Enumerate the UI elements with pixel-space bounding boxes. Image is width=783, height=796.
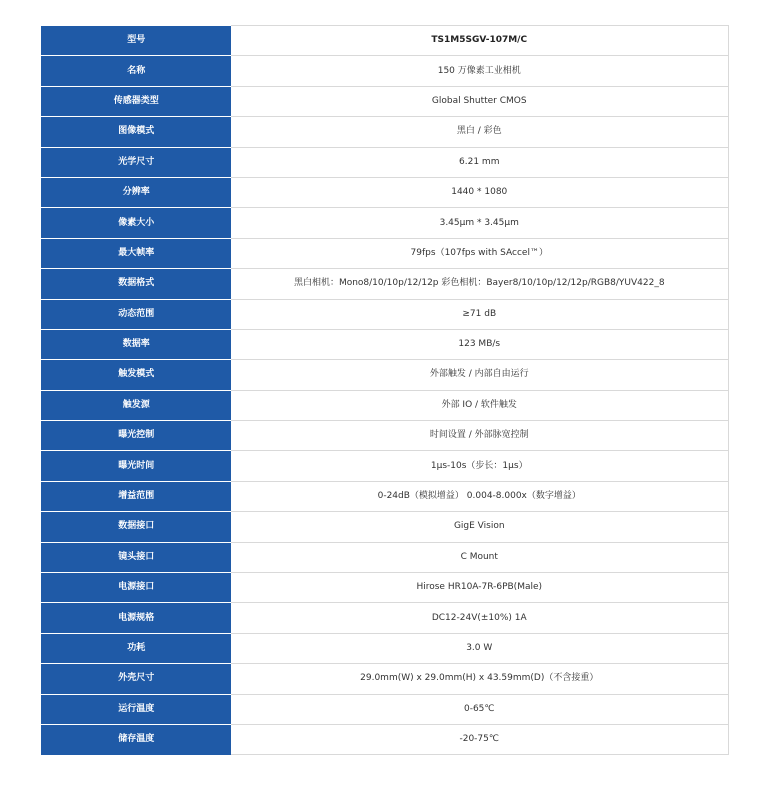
spec-label-exposure-time: 曝光时间: [42, 451, 231, 481]
spec-label-max-frame-rate: 最大帧率: [42, 238, 231, 268]
spec-value-model: TS1M5SGV-107M/C: [231, 26, 729, 56]
spec-value-resolution: 1440 * 1080: [231, 177, 729, 207]
table-row: [42, 481, 729, 511]
spec-value-storage-temp: -20-75℃: [231, 724, 729, 754]
table-row: [42, 299, 729, 329]
spec-label-data-rate: 数据率: [42, 329, 231, 359]
spec-label-pixel-size: 像素大小: [42, 208, 231, 238]
spec-label-dynamic-range: 动态范围: [42, 299, 231, 329]
spec-label-data-format: 数据格式: [42, 269, 231, 299]
table-row: [42, 573, 729, 603]
spec-table: [41, 25, 729, 755]
spec-value-dynamic-range: ≥71 dB: [231, 299, 729, 329]
table-row: [42, 542, 729, 572]
spec-value-optical-size: 6.21 mm: [231, 147, 729, 177]
spec-value-housing-size: 29.0mm(W) x 29.0mm(H) x 43.59mm(D)（不含接重）: [231, 664, 729, 694]
spec-value-operating-temp: 0-65℃: [231, 694, 729, 724]
table-row: [42, 56, 729, 86]
spec-value-trigger-source: 外部 IO / 软件触发: [231, 390, 729, 420]
table-row: [42, 633, 729, 663]
spec-label-gain-range: 增益范围: [42, 481, 231, 511]
table-row: [42, 329, 729, 359]
spec-value-power-spec: DC12-24V(±10%) 1A: [231, 603, 729, 633]
spec-label-storage-temp: 储存温度: [42, 724, 231, 754]
spec-label-name: 名称: [42, 56, 231, 86]
spec-label-power-consumption: 功耗: [42, 633, 231, 663]
spec-label-power-spec: 电源规格: [42, 603, 231, 633]
table-row: [42, 238, 729, 268]
spec-label-sensor-type: 传感器类型: [42, 86, 231, 116]
spec-label-optical-size: 光学尺寸: [42, 147, 231, 177]
table-row: [42, 664, 729, 694]
spec-table-body: [42, 26, 729, 755]
spec-label-trigger-mode: 触发模式: [42, 360, 231, 390]
table-row: [42, 26, 729, 56]
spec-label-model: 型号: [42, 26, 231, 56]
spec-label-exposure-control: 曝光控制: [42, 421, 231, 451]
spec-value-max-frame-rate: 79fps（107fps with SAccel™）: [231, 238, 729, 268]
table-row: [42, 390, 729, 420]
table-row: [42, 86, 729, 116]
spec-value-data-interface: GigE Vision: [231, 512, 729, 542]
spec-value-exposure-control: 时间设置 / 外部脉宽控制: [231, 421, 729, 451]
table-row: [42, 360, 729, 390]
table-row: [42, 421, 729, 451]
table-row: [42, 269, 729, 299]
spec-label-resolution: 分辨率: [42, 177, 231, 207]
spec-value-data-rate: 123 MB/s: [231, 329, 729, 359]
spec-label-image-mode: 图像模式: [42, 117, 231, 147]
spec-value-sensor-type: Global Shutter CMOS: [231, 86, 729, 116]
spec-value-power-connector: Hirose HR10A-7R-6PB(Male): [231, 573, 729, 603]
spec-label-power-connector: 电源接口: [42, 573, 231, 603]
spec-value-lens-mount: C Mount: [231, 542, 729, 572]
table-row: [42, 512, 729, 542]
table-row: [42, 147, 729, 177]
spec-value-image-mode: 黑白 / 彩色: [231, 117, 729, 147]
spec-label-data-interface: 数据接口: [42, 512, 231, 542]
table-row: [42, 177, 729, 207]
spec-label-housing-size: 外壳尺寸: [42, 664, 231, 694]
spec-value-trigger-mode: 外部触发 / 内部自由运行: [231, 360, 729, 390]
spec-label-lens-mount: 镜头接口: [42, 542, 231, 572]
spec-label-operating-temp: 运行温度: [42, 694, 231, 724]
spec-value-name: 150 万像素工业相机: [231, 56, 729, 86]
table-row: [42, 451, 729, 481]
spec-label-trigger-source: 触发源: [42, 390, 231, 420]
table-row: [42, 694, 729, 724]
spec-value-pixel-size: 3.45μm * 3.45μm: [231, 208, 729, 238]
table-row: [42, 208, 729, 238]
spec-value-gain-range: 0-24dB（模拟增益） 0.004-8.000x（数字增益）: [231, 481, 729, 511]
spec-value-exposure-time: 1μs-10s（步长：1μs）: [231, 451, 729, 481]
spec-value-power-consumption: 3.0 W: [231, 633, 729, 663]
table-row: [42, 603, 729, 633]
spec-value-data-format: 黑白相机：Mono8/10/10p/12/12p 彩色相机：Bayer8/10/10p/12/12p/RGB8/YUV422_8: [231, 269, 729, 299]
table-row: [42, 724, 729, 754]
table-row: [42, 117, 729, 147]
